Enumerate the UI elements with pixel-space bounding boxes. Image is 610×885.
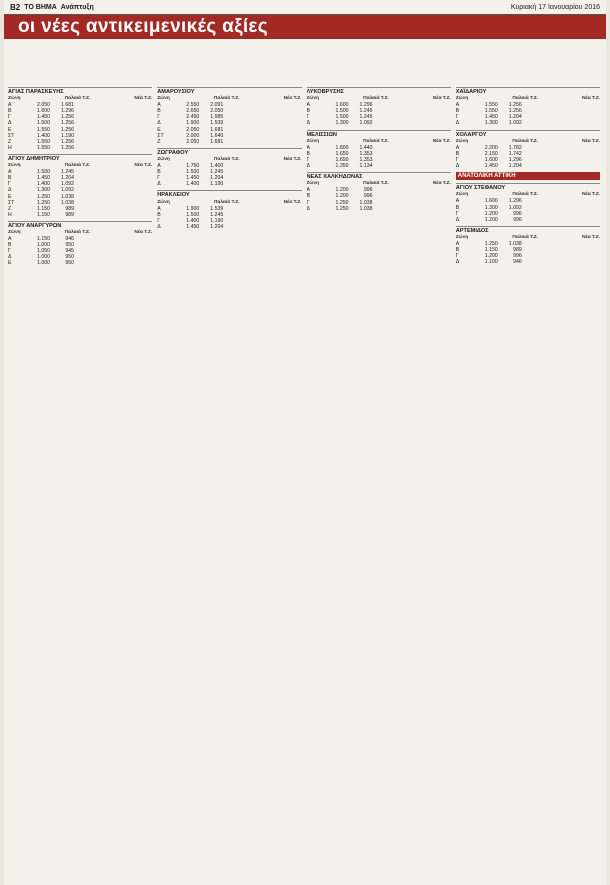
new-value-cell: 1.092: [61, 187, 74, 194]
new-value-cell: 989: [513, 247, 522, 254]
new-value-cell: 1.681: [61, 102, 74, 109]
new-value-cell: 1.245: [61, 169, 74, 176]
old-value-cell: 1.200: [484, 210, 498, 217]
old-value-cell: 1.250: [484, 240, 498, 247]
new-value-header: Νέα Τ.Ζ.: [582, 96, 600, 102]
old-value-cell: 1.500: [335, 114, 349, 121]
new-value-cell: 1.400: [210, 163, 224, 170]
table-row: [157, 181, 301, 187]
old-value-cell: 1.000: [37, 260, 50, 267]
new-value-cell: 1.204: [210, 223, 224, 230]
table-row: [307, 120, 451, 126]
old-value-header: Παλαιά Τ.Ζ.: [64, 229, 91, 235]
section-title: ΖΩΓΡΑΦΟΥ: [157, 148, 301, 156]
new-value-cell: 1.256: [508, 108, 522, 115]
new-value-header: Νέα Τ.Ζ.: [283, 156, 302, 162]
new-value-cell: 1.440: [359, 144, 373, 151]
zone-cell: Α: [455, 198, 460, 205]
old-value-cell: 2.450: [186, 114, 200, 121]
old-value-cell: 1.400: [186, 181, 200, 188]
new-value-cell: 1.539: [210, 205, 224, 212]
zone-cell: Γ: [157, 175, 161, 182]
new-value-header: Νέα Τ.Ζ.: [283, 96, 302, 102]
new-value-cell: 1.092: [61, 181, 74, 188]
table-row: [8, 260, 152, 266]
old-value-cell: 2.050: [37, 102, 50, 109]
zone-cell: ΣΤ: [157, 132, 164, 139]
new-value-cell: 950: [65, 260, 74, 267]
zone-cell: Ε: [8, 260, 12, 267]
column-right: [307, 84, 451, 884]
new-value-header: Νέα Τ.Ζ.: [134, 229, 153, 235]
table-row: [157, 139, 301, 145]
page-number: B2: [10, 2, 21, 12]
new-value-header: Νέα Τ.Ζ.: [432, 96, 451, 102]
table-row: [456, 259, 600, 265]
table-row: [456, 120, 600, 126]
old-value-cell: 1.150: [37, 211, 50, 218]
zone-cell: Γ: [455, 114, 459, 121]
old-value-cell: 1.200: [335, 193, 349, 200]
table-row: [8, 212, 152, 218]
new-value-cell: 1.353: [359, 156, 373, 163]
section-title: ΑΓΙΟΥ ΑΝΑΡΓΥΡΩΝ: [8, 221, 152, 229]
old-value-header: Παλαιά Τ.Ζ.: [213, 156, 240, 162]
new-value-cell: 1.245: [210, 169, 224, 176]
old-value-cell: 1.600: [484, 156, 498, 163]
new-value-cell: 1.256: [61, 114, 74, 121]
old-value-header: Παλαιά Τ.Ζ.: [363, 138, 389, 144]
old-value-cell: 1.450: [484, 114, 498, 121]
zone-cell: Ζ: [8, 205, 12, 212]
new-value-cell: 1.256: [61, 126, 74, 133]
table-row: [456, 217, 600, 223]
new-value-cell: 1.038: [61, 193, 74, 200]
old-value-cell: 1.050: [37, 248, 50, 255]
zone-cell: Γ: [455, 210, 459, 217]
old-value-cell: 1.550: [37, 144, 50, 151]
old-value-cell: 1.450: [186, 175, 200, 182]
old-value-cell: 1.000: [37, 242, 50, 249]
table-row: [157, 224, 301, 230]
new-value-cell: 946: [513, 259, 522, 266]
zone-cell: Ε: [8, 193, 12, 200]
old-value-cell: 1.250: [37, 193, 50, 200]
new-value-cell: 1.204: [508, 163, 522, 170]
new-value-cell: 1.038: [359, 199, 373, 206]
zone-cell: Α: [455, 102, 460, 109]
old-value-cell: 2.150: [484, 150, 498, 157]
zone-header: Ζώνη: [8, 229, 21, 235]
values-columns: [8, 84, 600, 884]
zone-cell: Δ: [157, 120, 161, 127]
new-value-cell: 1.190: [61, 132, 74, 139]
old-value-cell: 1.900: [186, 205, 200, 212]
old-value-cell: 1.500: [186, 169, 200, 176]
old-value-cell: 2.650: [186, 108, 200, 115]
table-row: [8, 145, 152, 151]
old-value-cell: 1.300: [484, 204, 498, 211]
zone-cell: Β: [8, 108, 12, 115]
old-value-cell: 1.900: [186, 120, 200, 127]
old-value-cell: 1.550: [484, 102, 498, 109]
section-title: ΑΜΑΡΟΥΣΙΟΥ: [157, 87, 301, 95]
zone-cell: Β: [455, 150, 460, 157]
zone-header: Ζώνη: [157, 156, 170, 162]
zone-cell: Δ: [455, 163, 460, 170]
old-value-header: Παλαιά Τ.Ζ.: [213, 199, 240, 205]
new-value-cell: 1.985: [210, 114, 224, 121]
old-value-cell: 2.550: [186, 102, 200, 109]
new-value-cell: 1.782: [508, 144, 522, 151]
old-value-cell: 1.450: [484, 163, 498, 170]
page-header: [4, 0, 606, 15]
zone-cell: Α: [455, 144, 460, 151]
zone-cell: Β: [455, 247, 460, 254]
old-value-cell: 1.000: [37, 254, 50, 261]
new-value-cell: 1.256: [61, 144, 74, 151]
zone-cell: Α: [157, 102, 161, 109]
zone-cell: Γ: [306, 114, 310, 121]
new-value-cell: 1.092: [508, 120, 522, 127]
table-row: [307, 206, 451, 212]
zone-cell: Δ: [157, 181, 161, 188]
section-title: ΧΟΛΑΡΓΟΥ: [456, 130, 600, 138]
zone-cell: Β: [157, 169, 161, 176]
zone-cell: Γ: [455, 156, 459, 163]
old-value-cell: 1.250: [335, 205, 349, 212]
new-value-cell: 1.353: [359, 150, 373, 157]
zone-cell: Β: [157, 108, 161, 115]
new-value-header: Νέα Τ.Ζ.: [582, 192, 600, 198]
zone-header: Ζώνη: [455, 138, 469, 144]
table-row: [456, 163, 600, 169]
zone-cell: Η: [8, 211, 12, 218]
old-value-cell: 1.200: [484, 253, 498, 260]
new-value-cell: 1.681: [210, 138, 224, 145]
new-value-cell: 1.681: [210, 126, 224, 133]
old-value-cell: 1.200: [335, 187, 349, 194]
zone-cell: Α: [455, 240, 460, 247]
zone-cell: Β: [306, 150, 310, 157]
zone-cell: Α: [306, 102, 310, 109]
zone-cell: Γ: [157, 217, 161, 224]
new-value-cell: 1.190: [210, 217, 224, 224]
section-title: ΧΑΪΔΑΡΙΟΥ: [456, 87, 600, 95]
old-value-cell: 1.300: [335, 120, 349, 127]
zone-cell: Ε: [157, 126, 161, 133]
zone-cell: Γ: [306, 156, 310, 163]
old-value-header: Παλαιά Τ.Ζ.: [512, 192, 538, 198]
new-value-cell: 1.245: [359, 108, 373, 115]
old-value-cell: 1.450: [186, 223, 200, 230]
new-value-cell: 1.296: [61, 108, 74, 115]
newspaper-page: [4, 0, 606, 885]
old-value-cell: 1.500: [186, 211, 200, 218]
zone-cell: ΣΤ: [8, 132, 15, 139]
zone-cell: Α: [8, 169, 12, 176]
section-title: ΝΕΑΣ ΧΑΛΚΗΔΟΝΑΣ: [307, 172, 451, 180]
old-value-cell: 1.150: [37, 236, 50, 243]
new-value-cell: 1.296: [508, 156, 522, 163]
old-value-header: Παλαιά Τ.Ζ.: [363, 96, 389, 102]
new-value-cell: 1.038: [61, 199, 74, 206]
old-value-cell: 2.050: [186, 126, 200, 133]
old-value-cell: 1.300: [484, 120, 498, 127]
zone-cell: Β: [455, 108, 460, 115]
zone-cell: Β: [8, 242, 12, 249]
new-value-cell: 1.245: [210, 211, 224, 218]
zone-cell: Β: [306, 108, 310, 115]
new-value-cell: 1.190: [210, 181, 224, 188]
zone-cell: Γ: [8, 181, 11, 188]
old-value-cell: 1.650: [335, 156, 349, 163]
new-value-cell: 1.256: [61, 138, 74, 145]
new-value-cell: 1.640: [210, 132, 224, 139]
new-value-cell: 996: [513, 253, 522, 260]
new-value-cell: 1.038: [508, 240, 522, 247]
new-value-cell: 1.539: [210, 120, 224, 127]
zone-cell: Γ: [8, 248, 11, 255]
new-value-cell: 2.050: [210, 108, 224, 115]
old-value-cell: 1.100: [484, 259, 498, 266]
new-value-cell: 989: [65, 211, 74, 218]
column-left: [8, 84, 152, 884]
zone-header: Ζώνη: [455, 96, 469, 102]
zone-cell: Η: [8, 144, 12, 151]
old-value-cell: 1.500: [37, 169, 50, 176]
column-far: [456, 84, 600, 884]
old-value-cell: 1.400: [186, 217, 200, 224]
zone-header: Ζώνη: [8, 163, 21, 169]
new-value-header: Νέα Τ.Ζ.: [283, 199, 302, 205]
new-value-cell: 1.092: [508, 204, 522, 211]
zone-cell: Γ: [455, 253, 459, 260]
section-title: ΛΥΚΟΒΡΥΣΗΣ: [307, 87, 451, 95]
old-value-header: Παλαιά Τ.Ζ.: [512, 138, 538, 144]
issue-date: Κυριακή 17 Ιανουαρίου 2016: [510, 3, 600, 11]
old-value-cell: 1.600: [335, 102, 349, 109]
zone-cell: Δ: [455, 120, 460, 127]
zone-cell: Β: [306, 193, 310, 200]
zone-cell: Γ: [157, 114, 161, 121]
new-value-header: Νέα Τ.Ζ.: [134, 163, 153, 169]
new-value-cell: 950: [65, 254, 74, 261]
old-value-header: Παλαιά Τ.Ζ.: [363, 181, 389, 187]
new-value-cell: 945: [65, 248, 74, 255]
table-row: [307, 163, 451, 169]
old-value-cell: 1.300: [37, 187, 50, 194]
zone-header: Ζώνη: [306, 181, 320, 187]
zone-cell: Α: [306, 144, 310, 151]
zone-cell: ΣΤ: [8, 199, 15, 206]
new-value-header: Νέα Τ.Ζ.: [432, 181, 451, 187]
old-value-cell: 1.800: [335, 144, 349, 151]
new-value-cell: 1.134: [359, 163, 373, 170]
new-value-header: Νέα Τ.Ζ.: [582, 138, 600, 144]
zone-cell: Γ: [8, 114, 11, 121]
new-value-cell: 1.245: [359, 114, 373, 121]
old-value-cell: 1.550: [37, 138, 50, 145]
zone-cell: Δ: [306, 120, 310, 127]
new-value-cell: 996: [513, 216, 522, 223]
new-value-header: Νέα Τ.Ζ.: [582, 234, 600, 240]
old-value-cell: 1.450: [37, 175, 50, 182]
region-header: ΑΝΑΤΟΛΙΚΗ ΑΤΤΙΚΗ: [456, 172, 600, 180]
zone-cell: Δ: [157, 223, 161, 230]
zone-cell: Δ: [455, 216, 460, 223]
zone-cell: Α: [8, 236, 12, 243]
old-value-cell: 1.200: [484, 216, 498, 223]
old-value-cell: 1.350: [335, 163, 349, 170]
new-value-cell: 1.296: [359, 102, 373, 109]
zone-cell: Β: [455, 204, 460, 211]
zone-cell: Β: [8, 175, 12, 182]
new-value-cell: 1.204: [508, 114, 522, 121]
section-title: ΑΡΤΕΜΙΔΟΣ: [456, 226, 600, 234]
old-value-cell: 1.450: [37, 114, 50, 121]
old-value-cell: 2.200: [484, 144, 498, 151]
section-name: Ανάπτυξη: [60, 3, 94, 11]
new-value-cell: 1.092: [359, 120, 373, 127]
new-value-cell: 1.256: [61, 120, 74, 127]
page-banner: οι νέες αντικειμενικές αξίες: [4, 15, 606, 39]
zone-header: Ζώνη: [306, 96, 320, 102]
new-value-cell: 996: [363, 193, 373, 200]
zone-cell: Α: [157, 163, 161, 170]
old-value-cell: 1.550: [484, 108, 498, 115]
new-value-cell: 989: [65, 205, 74, 212]
zone-cell: Δ: [306, 163, 310, 170]
new-value-cell: 1.742: [508, 150, 522, 157]
zone-header: Ζώνη: [455, 234, 469, 240]
zone-cell: Ε: [8, 126, 12, 133]
paper-name: ΤΟ ΒΗΜΑ: [24, 3, 57, 11]
zone-cell: Δ: [8, 254, 12, 261]
old-value-header: Παλαιά Τ.Ζ.: [512, 234, 538, 240]
old-value-cell: 1.150: [37, 205, 50, 212]
old-value-cell: 1.250: [37, 199, 50, 206]
section-title: ΜΕΛΙΣΣΙΩΝ: [307, 130, 451, 138]
old-value-header: Παλαιά Τ.Ζ.: [64, 96, 91, 102]
old-value-cell: 1.400: [37, 132, 50, 139]
new-value-cell: 950: [65, 242, 74, 249]
new-value-header: Νέα Τ.Ζ.: [432, 138, 451, 144]
new-value-cell: 1.204: [61, 175, 74, 182]
old-value-cell: 2.050: [186, 138, 200, 145]
zone-cell: Α: [306, 187, 310, 194]
zone-header: Ζώνη: [306, 138, 320, 144]
old-value-cell: 1.150: [484, 247, 498, 254]
zone-cell: Β: [157, 211, 161, 218]
new-value-cell: 1.038: [359, 205, 373, 212]
old-value-cell: 1.750: [186, 163, 200, 170]
old-value-cell: 1.600: [484, 198, 498, 205]
zone-cell: Δ: [8, 120, 12, 127]
zone-cell: Δ: [8, 187, 12, 194]
old-value-header: Παλαιά Τ.Ζ.: [64, 163, 91, 169]
old-value-cell: 1.550: [37, 126, 50, 133]
old-value-cell: 2.000: [186, 132, 200, 139]
column-mid: [157, 84, 301, 884]
zone-header: Ζώνη: [157, 199, 170, 205]
zone-cell: Γ: [306, 199, 310, 206]
zone-cell: Ζ: [8, 138, 12, 145]
old-value-header: Παλαιά Τ.Ζ.: [512, 96, 538, 102]
zone-cell: Α: [8, 102, 12, 109]
new-value-cell: 996: [513, 210, 522, 217]
old-value-header: Παλαιά Τ.Ζ.: [213, 96, 240, 102]
zone-header: Ζώνη: [8, 96, 21, 102]
new-value-cell: 1.204: [210, 175, 224, 182]
zone-cell: Δ: [306, 205, 310, 212]
new-value-header: Νέα Τ.Ζ.: [134, 96, 153, 102]
old-value-cell: 1.650: [335, 150, 349, 157]
old-value-cell: 1.500: [335, 108, 349, 115]
section-title: ΗΡΑΚΛΕΙΟΥ: [157, 190, 301, 198]
new-value-cell: 1.256: [508, 102, 522, 109]
new-value-cell: 946: [65, 236, 74, 243]
old-value-cell: 1.500: [37, 120, 50, 127]
zone-cell: Ζ: [157, 138, 161, 145]
new-value-cell: 1.296: [508, 198, 522, 205]
zone-cell: Δ: [455, 259, 460, 266]
new-value-cell: 996: [363, 187, 373, 194]
section-title: ΑΓΙΑΣ ΠΑΡΑΣΚΕΥΗΣ: [8, 87, 152, 95]
new-value-cell: 2.091: [210, 102, 224, 109]
zone-cell: Α: [157, 205, 161, 212]
old-value-cell: 1.250: [335, 199, 349, 206]
section-title: ΑΓΙΟΥ ΣΤΕΦΑΝΟΥ: [456, 183, 600, 191]
zone-header: Ζώνη: [455, 192, 469, 198]
old-value-cell: 1.600: [37, 108, 50, 115]
old-value-cell: 1.400: [37, 181, 50, 188]
section-title: ΑΓΙΟΥ ΔΗΜΗΤΡΙΟΥ: [8, 154, 152, 162]
zone-header: Ζώνη: [157, 96, 170, 102]
